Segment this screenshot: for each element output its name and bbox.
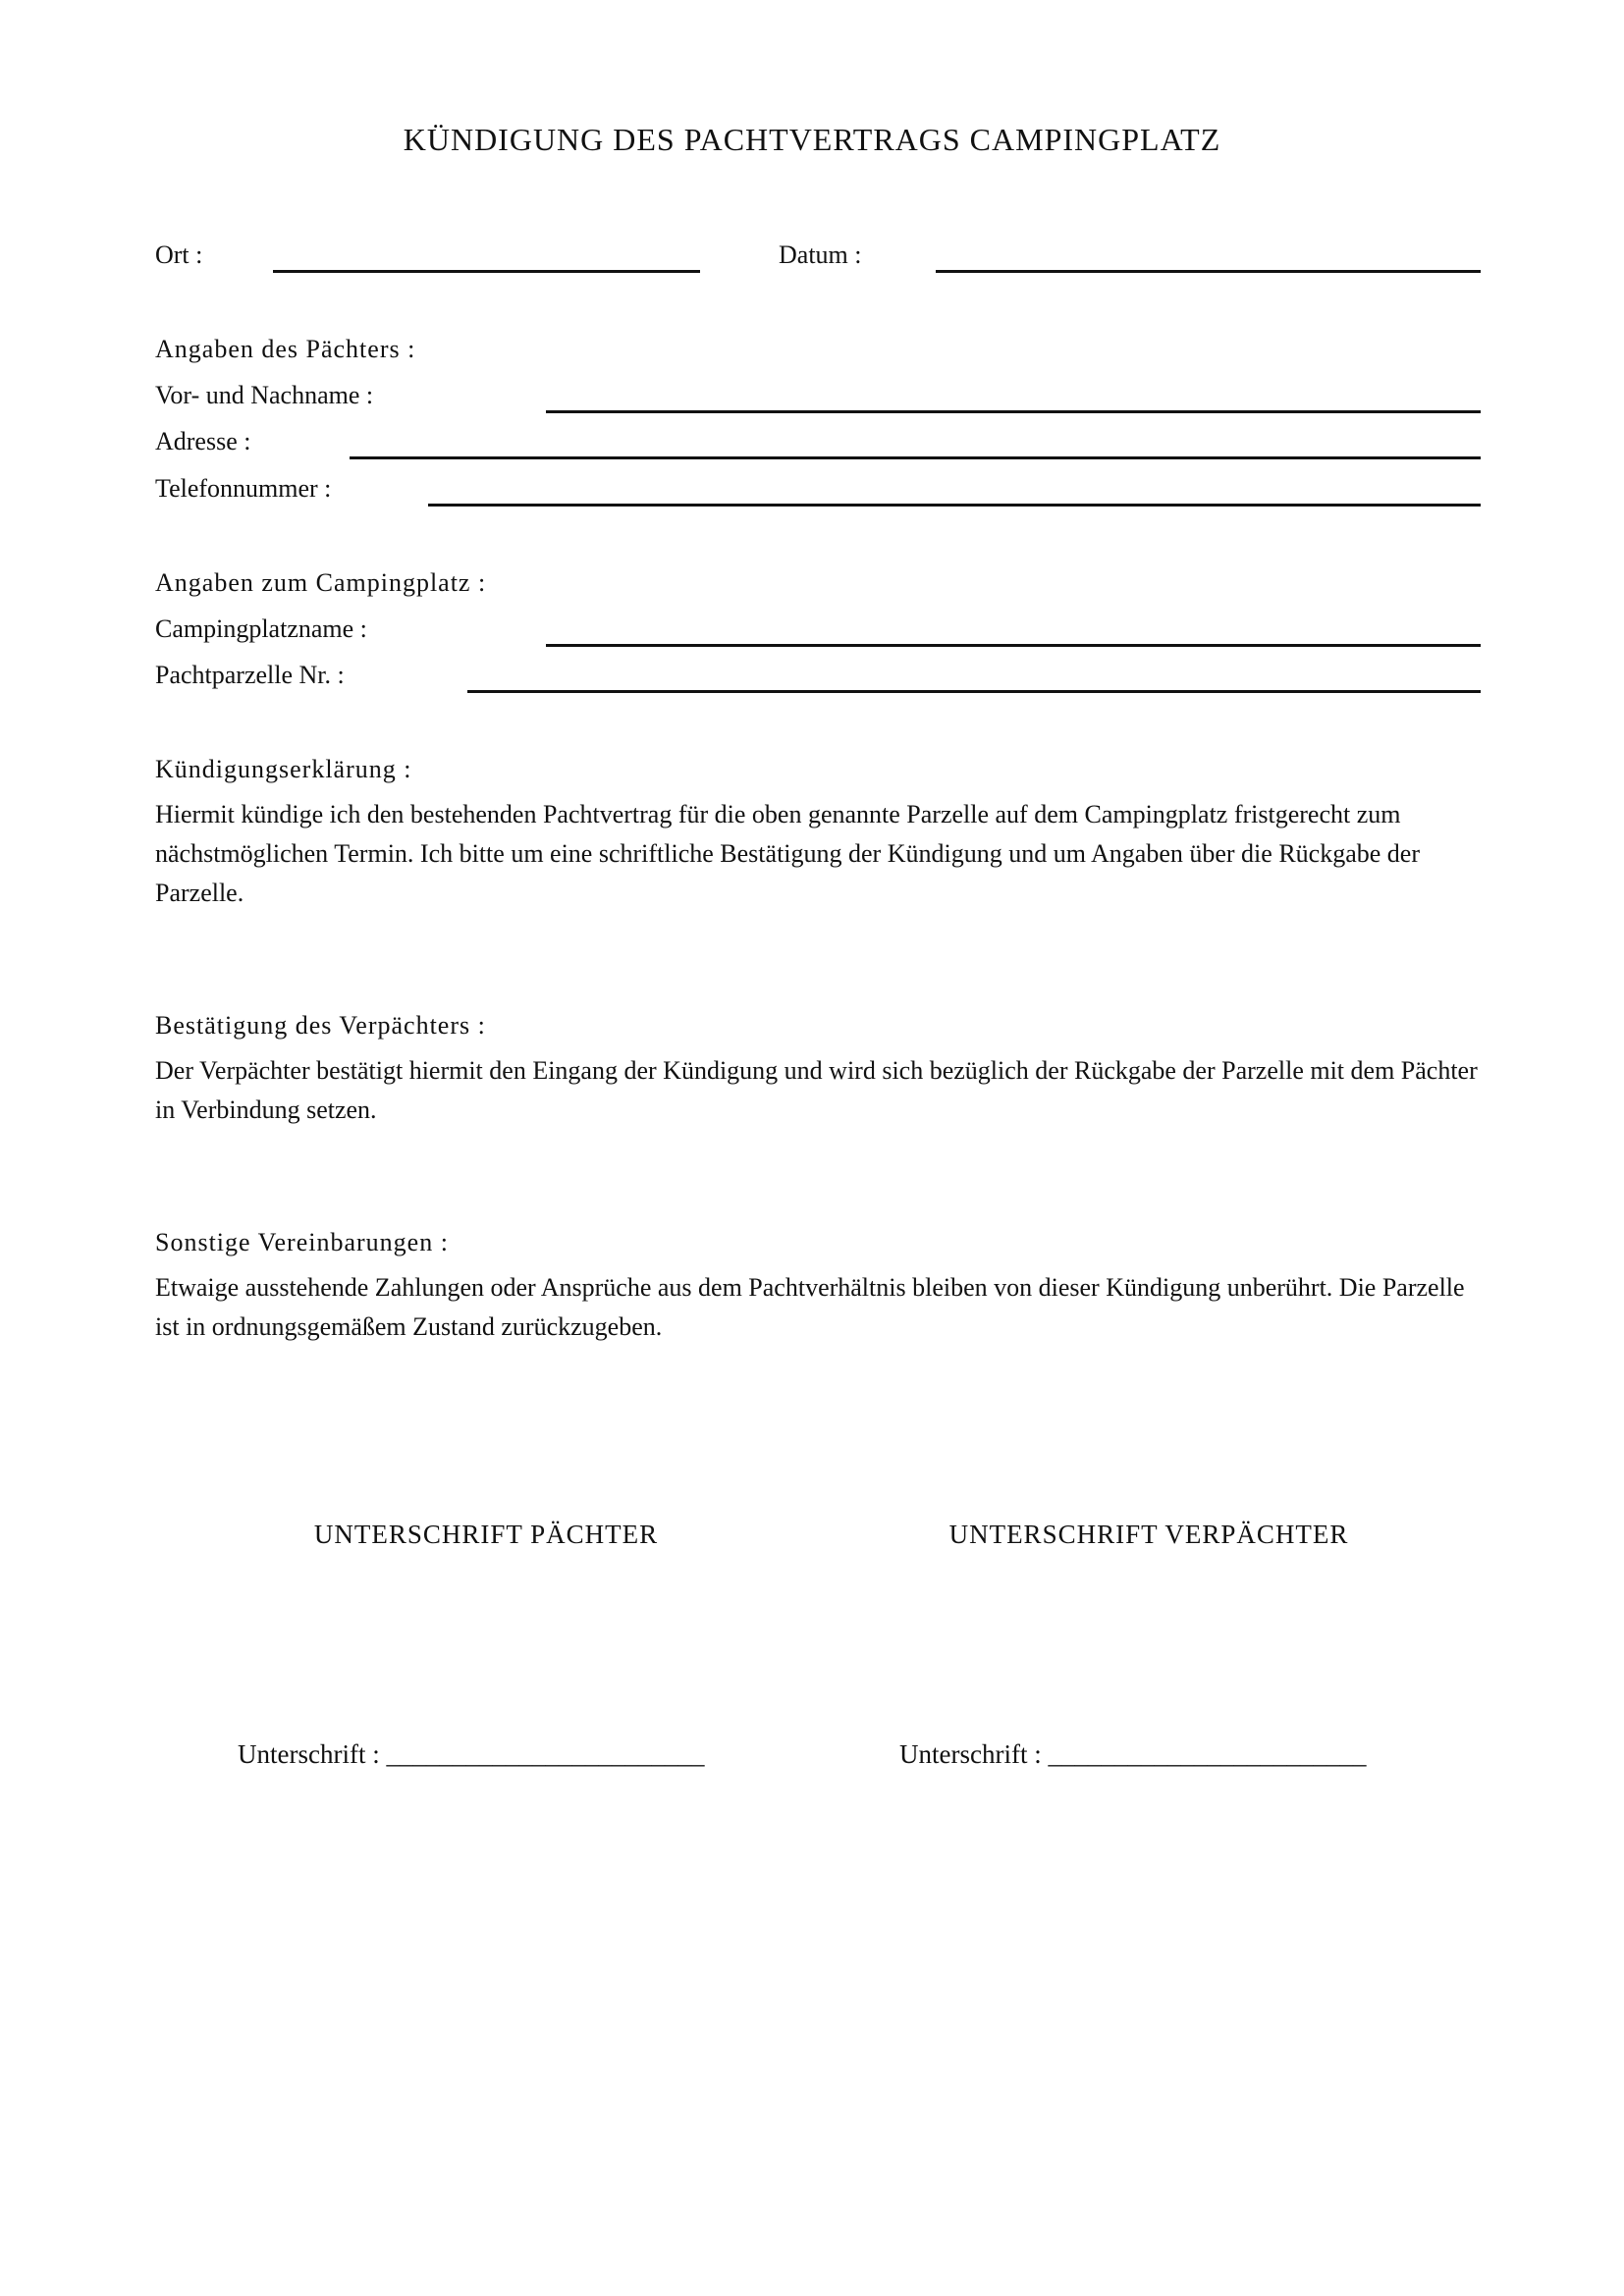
ort-label: Ort : (155, 240, 203, 269)
campingplatzname-label: Campingplatzname : (155, 614, 367, 643)
signature-heading-verpaechter: UNTERSCHRIFT VERPÄCHTER (948, 1520, 1349, 1549)
bestaetigung-text: Der Verpächter bestätigt hiermit den Eingang der Kündigung und wird sich bezüglich der Rückgabe der Parzelle mit dem Pächter in Verbindung setzen. (155, 1056, 1478, 1124)
name-field-line[interactable] (546, 410, 1481, 413)
sonstige-text: Etwaige ausstehende Zahlungen oder Ansprüche aus dem Pachtverhältnis bleiben von dieser Kündigung unberührt. Die Parzelle ist in ordnungsgemäßem Zustand zurückzugeben. (155, 1273, 1465, 1341)
campingplatzname-field-line[interactable] (546, 644, 1481, 647)
telefon-label: Telefonnummer : (155, 474, 332, 503)
kuendigung-heading: Kündigungserklärung : (155, 755, 412, 783)
pachtparzelle-label: Pachtparzelle Nr. : (155, 661, 345, 689)
datum-label: Datum : (779, 240, 862, 269)
signature-field-verpaechter[interactable]: Unterschrift : ________________________ (899, 1739, 1367, 1769)
adresse-label: Adresse : (155, 427, 251, 455)
adresse-field-line[interactable] (350, 456, 1481, 459)
paechter-heading: Angaben des Pächters : (155, 335, 416, 363)
telefon-field-line[interactable] (428, 504, 1481, 507)
campingplatz-heading: Angaben zum Campingplatz : (155, 568, 487, 597)
sonstige-heading: Sonstige Vereinbarungen : (155, 1228, 449, 1256)
document-title: KÜNDIGUNG DES PACHTVERTRAGS CAMPINGPLATZ (403, 122, 1221, 157)
kuendigung-text: Hiermit kündige ich den bestehenden Pachtvertrag für die oben genannte Parzelle auf dem Campingplatz fristgerecht zum nächstmöglichen Termin. Ich bitte um eine schriftliche Bestätigung der Kündigung und um Angaben über die Rückgabe der Parzelle. (155, 800, 1420, 907)
bestaetigung-heading: Bestätigung des Verpächters : (155, 1011, 486, 1040)
ort-field-line[interactable] (273, 270, 700, 273)
signature-heading-paechter: UNTERSCHRIFT PÄCHTER (313, 1520, 659, 1549)
pachtparzelle-field-line[interactable] (467, 690, 1481, 693)
signature-field-paechter[interactable]: Unterschrift : ________________________ (238, 1739, 705, 1769)
name-label: Vor- und Nachname : (155, 381, 374, 409)
datum-field-line[interactable] (936, 270, 1481, 273)
